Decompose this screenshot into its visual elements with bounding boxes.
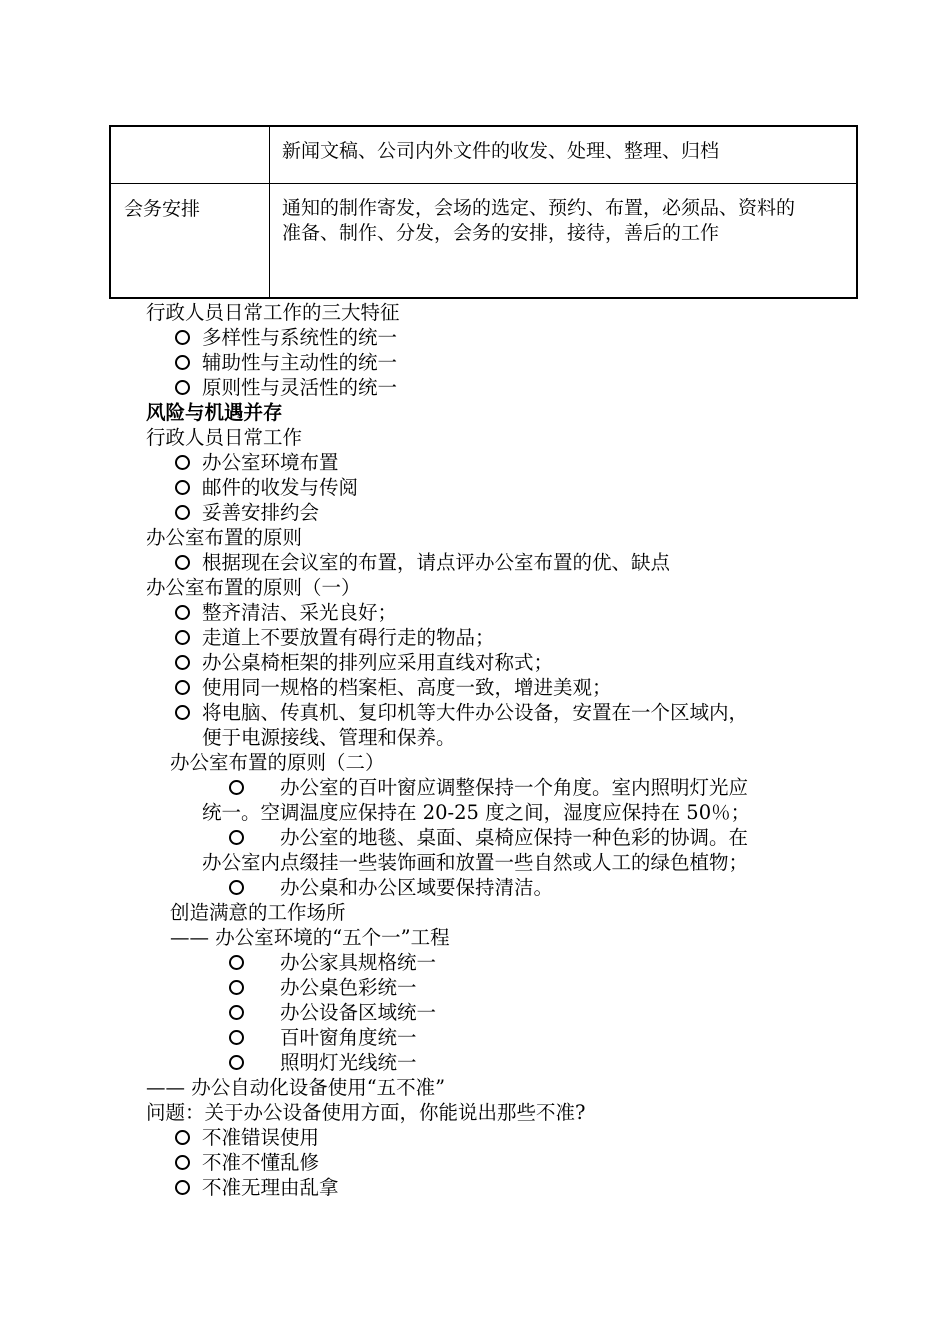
circle-bullet-icon (175, 380, 190, 395)
question-text: 问题：关于办公设备使用方面，你能说出那些不准? (146, 1101, 586, 1124)
circle-bullet-icon (175, 480, 190, 495)
circle-bullet-icon (229, 1030, 244, 1045)
circle-bullet-icon (229, 980, 244, 995)
circle-bullet-icon (175, 355, 190, 370)
daily-title: 行政人员日常工作 (146, 426, 303, 449)
list-item: 不准不懂乱修 (175, 1150, 319, 1175)
circle-bullet-icon (229, 780, 244, 795)
list-item: 根据现在会议室的布置，请点评办公室布置的优、缺点 (175, 550, 670, 575)
circle-bullet-icon (175, 630, 190, 645)
table-row (110, 126, 857, 184)
table-cell-label (110, 126, 270, 184)
list-item: 走道上不要放置有碍行走的物品； (175, 625, 495, 650)
list-item: 办公桌椅柜架的排列应采用直线对称式； (175, 650, 553, 675)
list-item: 办公室环境布置 (175, 450, 339, 475)
circle-bullet-icon (175, 705, 190, 720)
five-no-title: —— 办公自动化设备使用“五不准” (146, 1076, 446, 1099)
circle-bullet-icon (175, 605, 190, 620)
duty-table (109, 125, 858, 299)
list-item: 多样性与系统性的统一 (175, 325, 397, 350)
five-one-title: —— 办公室环境的“五个一”工程 (170, 926, 450, 949)
list-item: 邮件的收发与传阅 (175, 475, 358, 500)
workplace-title: 创造满意的工作场所 (170, 901, 346, 924)
list-item: 办公桌色彩统一 (229, 975, 417, 1000)
cell-text-line: 新闻文稿、公司内外文件的收发、处理、整理、归档 (282, 140, 720, 162)
list-item: 妥善安排约会 (175, 500, 319, 525)
list-item: 不准无理由乱拿 (175, 1175, 339, 1200)
list-item: 办公家具规格统一 (229, 950, 436, 975)
circle-bullet-icon (229, 880, 244, 895)
list-item-continuation: 统一。空调温度应保持在 20-25 度之间，湿度应保持在 50％； (202, 801, 751, 824)
circle-bullet-icon (175, 1155, 190, 1170)
list-item: 使用同一规格的档案柜、高度一致，增进美观； (175, 675, 612, 700)
principle-title: 办公室布置的原则 (146, 526, 303, 549)
circle-bullet-icon (229, 1005, 244, 1020)
table-cell-content (270, 184, 858, 299)
list-item-continuation: 便于电源接线、管理和保养。 (202, 726, 456, 749)
circle-bullet-icon (175, 680, 190, 695)
cell-text-line: 准备、制作、分发，会务的安排，接待，善后的工作 (282, 222, 720, 244)
list-item: 照明灯光线统一 (229, 1050, 417, 1075)
list-item: 办公桌和办公区域要保持清洁。 (229, 875, 553, 900)
list-item: 将电脑、传真机、复印机等大件办公设备，安置在一个区域内， (175, 700, 748, 725)
circle-bullet-icon (175, 1130, 190, 1145)
principle2-title: 办公室布置的原则（二） (170, 751, 385, 774)
principle1-title: 办公室布置的原则（一） (146, 576, 361, 599)
circle-bullet-icon (229, 955, 244, 970)
list-item: 辅助性与主动性的统一 (175, 350, 397, 375)
table-cell-content (270, 126, 858, 184)
table-cell-label: 会务安排 (110, 184, 270, 299)
risk-heading: 风险与机遇并存 (146, 401, 283, 424)
list-item-continuation: 办公室内点缀挂一些装饰画和放置一些自然或人工的绿色植物； (202, 851, 749, 874)
circle-bullet-icon (175, 555, 190, 570)
circle-bullet-icon (175, 330, 190, 345)
list-item: 办公室的百叶窗应调整保持一个角度。室内照明灯光应 (229, 775, 748, 800)
circle-bullet-icon (175, 455, 190, 470)
cell-text-line: 通知的制作寄发，会场的选定、预约、布置，必须品、资料的 (282, 197, 796, 219)
list-item: 原则性与灵活性的统一 (175, 375, 397, 400)
circle-bullet-icon (229, 1055, 244, 1070)
circle-bullet-icon (229, 830, 244, 845)
table-row (110, 184, 857, 299)
circle-bullet-icon (175, 655, 190, 670)
list-item: 百叶窗角度统一 (229, 1025, 417, 1050)
list-item: 整齐清洁、采光良好； (175, 600, 397, 625)
list-item: 办公设备区域统一 (229, 1000, 436, 1025)
circle-bullet-icon (175, 1180, 190, 1195)
list-item: 不准错误使用 (175, 1125, 319, 1150)
circle-bullet-icon (175, 505, 190, 520)
features-title: 行政人员日常工作的三大特征 (146, 301, 400, 324)
list-item: 办公室的地毯、桌面、桌椅应保持一种色彩的协调。在 (229, 825, 748, 850)
